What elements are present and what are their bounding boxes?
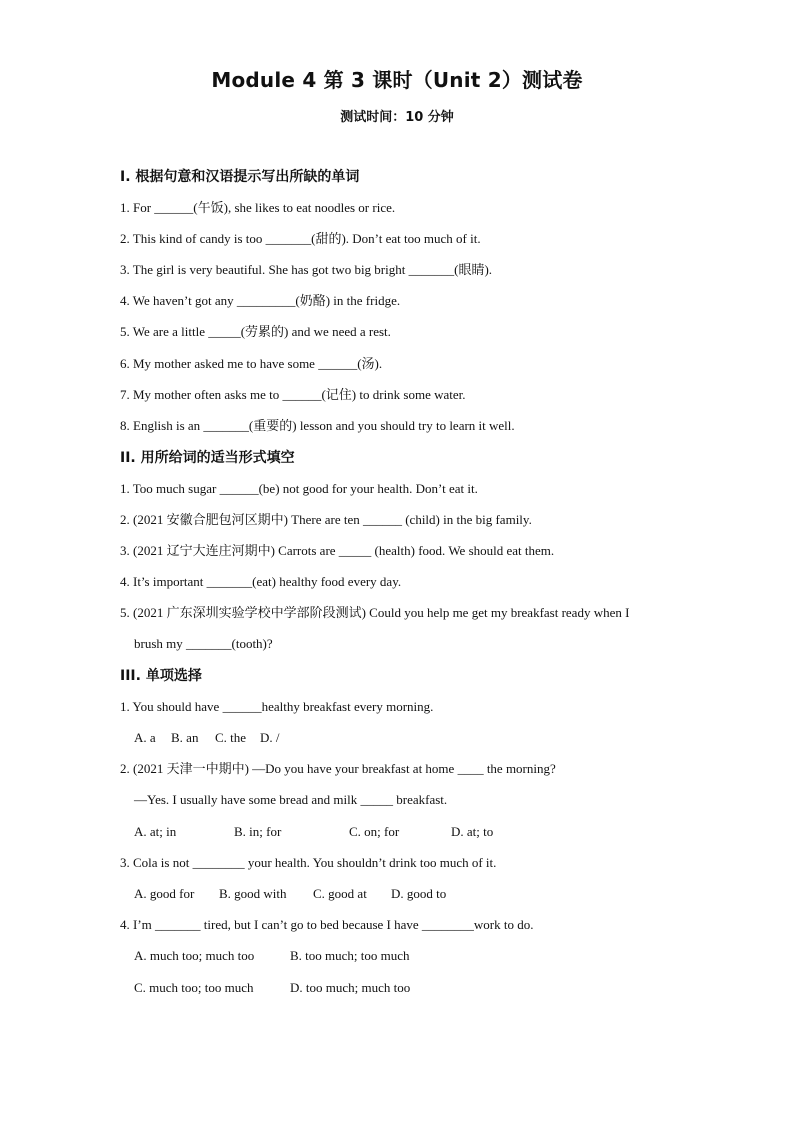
question-3-options [134, 886, 446, 902]
list-item: 4. We haven’t got any _________(奶酪) in the fridge. [120, 293, 401, 308]
option-b: B. an [171, 730, 199, 745]
question-3: 3. Cola is not ________ your health. You shouldn’t drink too much of it. [120, 855, 497, 870]
option-d: D. good to [391, 886, 447, 901]
list-item: 8. English is an _______(重要的) lesson and you should try to learn it well. [120, 418, 515, 433]
question-4: 4. I’m _______ tired, but I can’t go to bed because I have ________work to do. [120, 917, 534, 932]
question-2-options [134, 824, 493, 840]
list-item: 1. For ______(午饭), she likes to eat noodles or rice. [120, 200, 396, 215]
question-2: 2. (2021 天津一中期中) —Do you have your breakfast at home ____ the morning? [120, 761, 556, 776]
option-c: C. the [215, 730, 247, 745]
option-b: B. good with [219, 886, 287, 901]
question-4-options-row2 [134, 980, 410, 996]
option-d: D. / [260, 730, 280, 745]
option-a: A. good for [134, 886, 195, 901]
option-d: D. at; to [451, 824, 494, 839]
question-1: 1. You should have ______healthy breakfast every morning. [120, 699, 434, 714]
list-item: 3. The girl is very beautiful. She has got two big bright _______(眼睛). [120, 262, 493, 277]
question-1-options [134, 730, 280, 746]
list-item: 2. (2021 安徽合肥包河区期中) There are ten ______ (child) in the big family. [120, 512, 532, 527]
option-a: A. much too; much too [134, 948, 255, 963]
section-heading-1: I. 根据句意和汉语提示写出所缺的单词 [120, 169, 360, 185]
test-time: 测试时间：10 分钟 [340, 110, 454, 125]
question-2-line2: —Yes. I usually have some bread and milk _____ breakfast. [134, 792, 448, 807]
question-4-options-row1 [134, 948, 410, 964]
section-heading-2: II. 用所给词的适当形式填空 [120, 450, 295, 466]
list-item: 6. My mother asked me to have some ______(汤). [120, 356, 383, 371]
option-c: C. much too; too much [134, 980, 254, 995]
option-b: B. too much; too much [290, 948, 410, 963]
option-c: C. on; for [349, 824, 400, 839]
list-item: 2. This kind of candy is too _______(甜的). Don’t eat too much of it. [120, 231, 481, 246]
section-heading-3: III. 单项选择 [120, 668, 202, 684]
list-item: 4. It’s important _______(eat) healthy food every day. [120, 574, 402, 589]
list-item: 7. My mother often asks me to ______(记住) to drink some water. [120, 387, 466, 402]
list-item-continuation: brush my _______(tooth)? [134, 636, 273, 651]
option-a: A. at; in [134, 824, 177, 839]
option-a: A. a [134, 730, 156, 745]
list-item: 5. We are a little _____(劳累的) and we need a rest. [120, 324, 391, 339]
page-title: Module 4 第 3 课时（Unit 2）测试卷 [211, 68, 583, 92]
option-c: C. good at [313, 886, 367, 901]
list-item: 5. (2021 广东深圳实验学校中学部阶段测试) Could you help me get my breakfast ready when I [120, 605, 630, 620]
list-item: 3. (2021 辽宁大连庄河期中) Carrots are _____ (health) food. We should eat them. [120, 543, 555, 558]
option-b: B. in; for [234, 824, 282, 839]
list-item: 1. Too much sugar ______(be) not good for your health. Don’t eat it. [120, 481, 478, 496]
option-d: D. too much; much too [290, 980, 411, 995]
